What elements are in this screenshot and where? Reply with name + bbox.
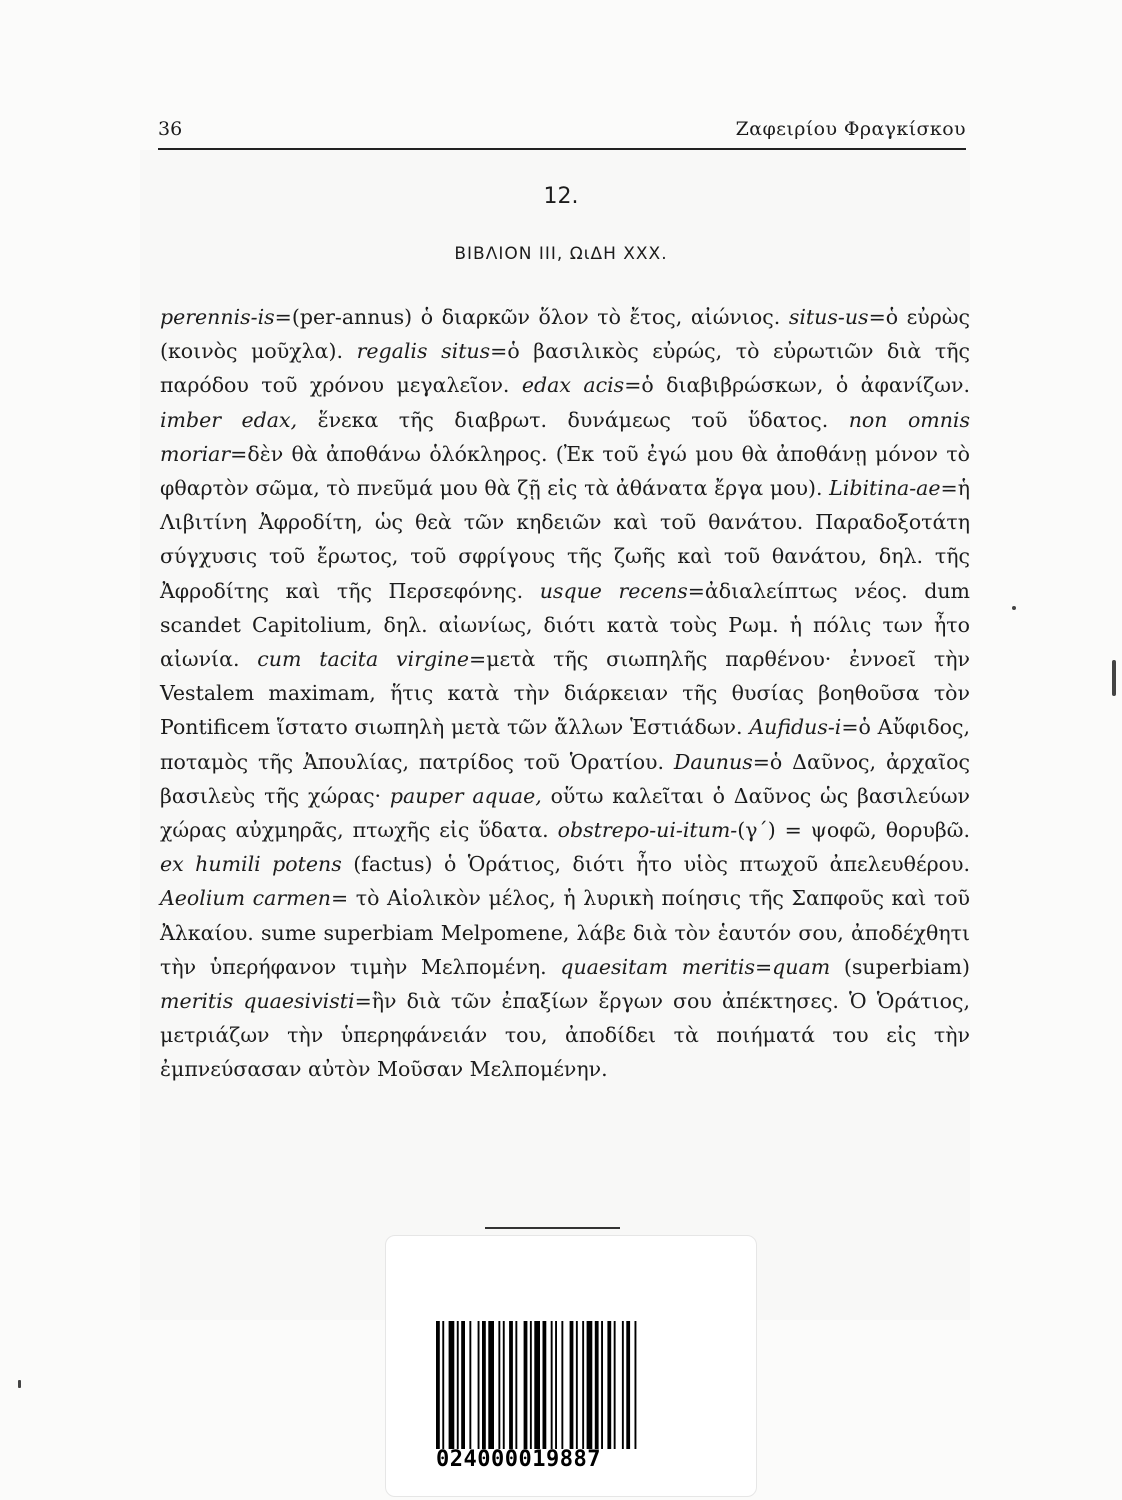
- body-paragraph: [160, 300, 970, 1087]
- gloss-text: =ὁ Αὔφιδος, ποταμὸς τῆς Ἀπουλίας, πατρίδος τοῦ Ὁρατίου.: [160, 715, 970, 774]
- barcode-bar: [436, 1321, 440, 1449]
- section-number: 12.: [543, 184, 579, 209]
- latin-term: meritis quaesivisti: [160, 989, 355, 1014]
- barcode-bar: [442, 1321, 444, 1449]
- latin-term: regalis situs: [356, 339, 491, 364]
- gloss-text: =ὁ Δαῦνος, ἀρχαῖος βασιλεὺς τῆς χώρας·: [160, 749, 970, 808]
- barcode-bar: [530, 1321, 532, 1449]
- barcode-bar: [595, 1321, 599, 1449]
- gloss-text: =(per-annus) ὁ διαρκῶν ὅλον τὸ ἔτος, αἰώνιος.: [274, 305, 789, 329]
- barcode-label: [385, 1235, 757, 1497]
- barcode-bar: [561, 1321, 563, 1449]
- barcode-bar: [498, 1321, 500, 1449]
- barcode-number: 024000019887: [436, 1447, 601, 1472]
- barcode-bar: [461, 1321, 465, 1449]
- barcode-bar: [614, 1321, 616, 1449]
- barcode-bar: [478, 1321, 480, 1449]
- latin-term: quam: [772, 954, 831, 979]
- gloss-text: = τὸ Αἰολικὸν μέλος, ἡ λυρικὴ ποίησις τῆς Σαπφοῦς καὶ τοῦ Ἀλκαίου. sume superbiam Melpomene, λάβε διὰ τὸν ἑαυτόν σου, ἀποδέχθητι τὴν ὑπερήφανον τιμὴν Μελπομένη.: [160, 886, 971, 979]
- latin-term: edax acis: [521, 373, 625, 398]
- barcode-bar: [457, 1321, 459, 1449]
- gloss-text: =: [754, 954, 773, 979]
- scan-speck: [1112, 660, 1116, 696]
- gloss-text: =ἡ Λιβιτίνη Ἀφροδίτη, ὡς θεὰ τῶν κηδειῶν καὶ τοῦ θανάτου. Παραδοξοτάτη σύγχυσις τοῦ ἔρωτος, τοῦ σφρίγους τῆς ζωῆς καὶ τοῦ θανάτου, δηλ. τῆς Ἀφροδίτης καὶ τῆς Περσεφόνης.: [160, 476, 970, 603]
- barcode-bar: [551, 1321, 553, 1449]
- gloss-text: ἕνεκα τῆς διαβρωτ. δυνάμεως τοῦ ὕδατος.: [297, 407, 849, 432]
- header-rule: [158, 148, 966, 150]
- latin-term: perennis-is: [160, 305, 275, 329]
- barcode-bar: [626, 1321, 630, 1449]
- barcode-bar: [607, 1321, 611, 1449]
- running-head: Ζαφειρίου Φραγκίσκου: [735, 118, 966, 140]
- page-number: 36: [158, 118, 183, 140]
- latin-term: Daunus: [673, 749, 753, 774]
- barcode-bar: [576, 1321, 578, 1449]
- gloss-text: =ὁ εὐρὼς (κοινὸς μοῦχλα).: [160, 305, 971, 364]
- barcode-bar: [469, 1321, 471, 1449]
- latin-term: quaesitam meritis: [560, 954, 755, 979]
- barcode-bar: [543, 1321, 547, 1449]
- section-title: ΒΙΒΛΙΟΝ ΙΙΙ, ΩιΔΗ XXX.: [454, 244, 668, 264]
- barcode-bar: [601, 1321, 603, 1449]
- barcode-bar: [509, 1321, 513, 1449]
- latin-term: imber edax,: [160, 407, 298, 432]
- scan-speck: [1012, 606, 1016, 610]
- barcode-bar: [570, 1321, 574, 1449]
- barcode-bar: [635, 1321, 637, 1449]
- latin-term: Aufidus-i: [749, 715, 842, 740]
- end-rule: [485, 1227, 620, 1229]
- barcode-bar: [503, 1321, 505, 1449]
- latin-term: obstrepo-ui-itum-: [557, 818, 738, 843]
- latin-term: ex humili potens: [160, 852, 342, 877]
- latin-term: usque recens: [539, 578, 688, 603]
- barcode-bar: [534, 1321, 540, 1449]
- latin-term: Aeolium carmen: [160, 886, 331, 911]
- barcode-bar: [555, 1321, 557, 1449]
- barcode-bar: [587, 1321, 593, 1449]
- latin-term: cum tacita virgine: [257, 647, 470, 672]
- gloss-text: (superbiam): [830, 954, 970, 979]
- gloss-text: =ὁ διαβιβρώσκων, ὁ ἀφανίζων.: [624, 373, 970, 398]
- gloss-text: =ἣν διὰ τῶν ἐπαξίων ἔργων σου ἀπέκτησες. Ὁ Ὁράτιος, μετριάζων τὴν ὑπερηφάνειάν του, ἀποδίδει τὰ ποιήματά του εἰς τὴν ἐμπνεύσασαν αὐτὸν Μοῦσαν Μελπομένην.: [160, 989, 971, 1082]
- latin-term: Libitina-ae: [829, 476, 941, 501]
- barcode-bar: [449, 1321, 455, 1449]
- barcode-bar: [488, 1321, 494, 1449]
- gloss-text: =ἀδιαλείπτως νέος. dum scandet Capitolium, δηλ. αἰωνίως, διότι κατὰ τοὺς Ρωμ. ἡ πόλις των ἦτο αἰωνία.: [160, 578, 970, 672]
- gloss-text: (factus) ὁ Ὁράτιος, διότι ἦτο υἱὸς πτωχοῦ ἀπελευθέρου.: [341, 852, 970, 877]
- scan-speck: [18, 1380, 21, 1388]
- gloss-text: =μετὰ τῆς σιωπηλῆς παρθένου· ἐννοεῖ τὴν Vestalem maximam, ἥτις κατὰ τὴν διάρκειαν τῆς θυσίας βοηθοῦσα τὸν Pontificem ἵστατο σιωπηλὴ μετὰ τῶν ἄλλων Ἑστιάδων.: [160, 647, 970, 740]
- page-header: [158, 118, 966, 148]
- barcode-bar: [482, 1321, 486, 1449]
- gloss-text: =δὲν θὰ ἀποθάνω ὁλόκληρος. (Ἐκ τοῦ ἐγώ μου θὰ ἀποθάνῃ μόνον τὸ φθαρτὸν σῶμα, τὸ πνεῦμά μου θὰ ζῇ εἰς τὰ ἀθάνατα ἔργα μου).: [160, 441, 970, 501]
- barcode-bar: [515, 1321, 517, 1449]
- latin-term: situs-us: [788, 305, 869, 329]
- barcode-bar: [582, 1321, 584, 1449]
- gloss-text: (γ΄) = ψοφῶ, θορυβῶ.: [737, 818, 970, 843]
- latin-term: non omnis moriar: [160, 407, 971, 466]
- barcode-bars: [434, 1321, 702, 1449]
- latin-term: pauper aquae,: [389, 783, 542, 808]
- gloss-text: =ὁ βασιλικὸς εὐρώς, τὸ εὐρωτιῶν διὰ τῆς παρόδου τοῦ χρόνου μεγαλεῖον.: [160, 339, 970, 398]
- gloss-text: οὕτω καλεῖται ὁ Δαῦνος ὡς βασιλεύων χώρας αὐχμηρᾶς, πτωχῆς εἰς ὕδατα.: [160, 783, 971, 843]
- barcode-bar: [622, 1321, 624, 1449]
- barcode-bar: [524, 1321, 528, 1449]
